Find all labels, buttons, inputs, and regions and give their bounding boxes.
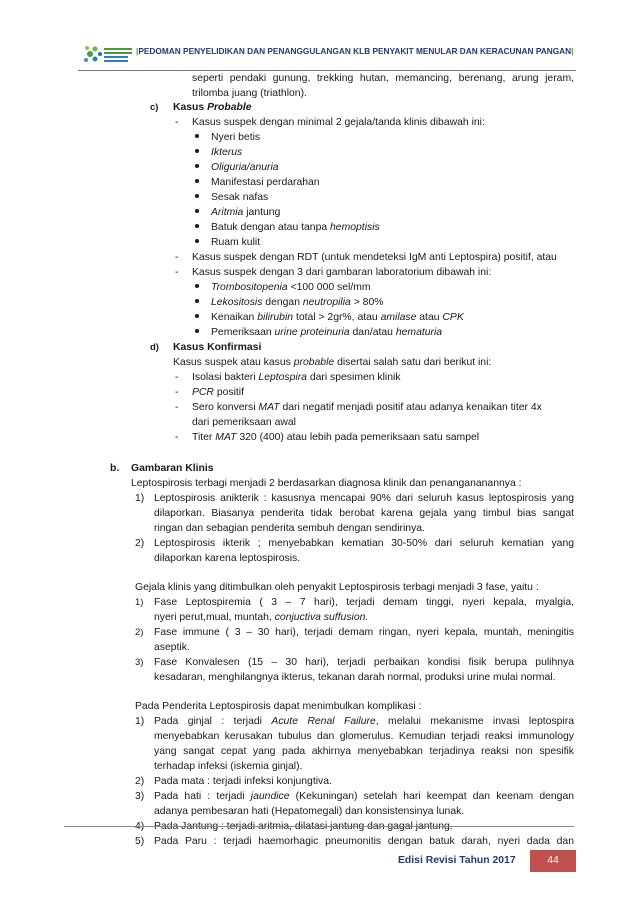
ministry-logo (82, 40, 134, 72)
text-line: Leptospirosis ikterik ; menyebabkan kematian 30-50% dari seluruh kematian yang (154, 538, 574, 549)
list-marker: 5) (135, 836, 145, 847)
dash-marker: - (175, 267, 179, 278)
text-line: seperti pendaki gunung, trekking hutan, memancing, berenang, arung jeram, (192, 73, 574, 84)
text-line: kesadaran, menghilangnya ikterus, tekanan darah normal, produksi urine mulai normal. (154, 672, 556, 683)
list-marker: 2) (135, 538, 145, 549)
bullet-icon (195, 146, 199, 161)
text-line: Kasus suspek dengan minimal 2 gejala/tanda klinis dibawah ini: (192, 117, 485, 128)
bullet-icon (195, 236, 199, 251)
section-heading: Gambaran Klinis (131, 463, 214, 474)
text-line: terhadap infeksi (iskemia ginjal). (154, 761, 303, 772)
section-heading: Kasus Probable (173, 102, 252, 113)
list-item: Nyeri betis (211, 132, 261, 143)
list-item: Manifestasi perdarahan (211, 177, 320, 188)
text-line: dilaporkan. Biasanya penderita tidak berobat karena gejala yang timbul bias sangat (154, 508, 574, 519)
text-line: Pada ginjal : terjadi Acute Renal Failure, melalui mekanisme invasi leptospira (154, 716, 574, 727)
bullet-icon (195, 281, 199, 296)
list-marker: 2) (135, 627, 144, 638)
text-line: Pada Penderita Leptospirosis dapat menimbulkan komplikasi : (135, 701, 422, 712)
text-line: Sero konversi MAT dari negatif menjadi positif atau adanya kenaikan titer 4x (192, 402, 542, 413)
header-title: |PEDOMAN PENYELIDIKAN DAN PENANGGULANGAN KLB PENYAKIT MENULAR DAN KERACUNAN PANGAN| (136, 46, 574, 56)
text-line: dari pemeriksaan awal (192, 417, 296, 428)
list-item: Batuk dengan atau tanpa hemoptisis (211, 222, 380, 233)
bullet-icon (195, 221, 199, 236)
text-line: Kasus suspek dengan RDT (untuk mendeteksi IgM anti Leptospira) positif, atau (192, 252, 557, 263)
list-marker: d) (150, 342, 159, 353)
footer-edition: Edisi Revisi Tahun 2017 (398, 855, 516, 866)
text-line: PCR positif (192, 387, 244, 398)
list-item: Pemeriksaan urine proteinuria dan/atau hematuria (211, 327, 443, 338)
footer-rule (64, 826, 574, 827)
text-line: Pada hati : terjadi jaundice (Kekuningan) setelah hari keempat dan keenam dengan (154, 791, 575, 802)
list-marker: c) (150, 102, 159, 113)
list-item: Kenaikan bilirubin total > 2gr%, atau amilase atau CPK (211, 312, 464, 323)
list-item: Oliguria/anuria (211, 162, 279, 173)
dash-marker: - (175, 432, 179, 443)
list-marker: 1) (135, 716, 145, 727)
text-line: nyeri perut,mual, muntah, conjuctiva suffusion. (154, 612, 369, 623)
text-line: Kasus suspek dengan 3 dari gambaran laboratorium dibawah ini: (192, 267, 492, 278)
list-marker: 3) (135, 791, 145, 802)
text-line: Pada mata : terjadi infeksi konjungtiva. (154, 776, 332, 787)
text-line: Pada Paru : terjadi haemorhagic pneumonitis dengan batuk darah, nyeri dada dan (154, 836, 574, 847)
section-marker: b. (110, 463, 120, 474)
list-marker: 3) (135, 657, 144, 668)
list-marker: 1) (135, 597, 144, 608)
header-rule (78, 70, 576, 71)
bullet-icon (195, 311, 199, 326)
text-line: yang sangat cepat yang pada akhirnya menyebabkan terjadinya reaksi non spesifik (154, 746, 574, 757)
text-line: aseptik. (154, 642, 190, 653)
text-line: adanya pembesaran hati (Hepatomegali) dan konsistensinya lunak. (154, 806, 465, 817)
dash-marker: - (175, 387, 179, 398)
text-line: Fase immune ( 3 – 30 hari), terjadi demam ringan, nyeri kepala, muntah, meningitis (154, 627, 574, 638)
text-line: Fase Leptospiremia ( 3 – 7 hari), terjadi demam tinggi, nyeri kepala, myalgia, (154, 597, 574, 608)
text-line: Titer MAT 320 (400) atau lebih pada pemeriksaan satu sampel (192, 432, 480, 443)
text-line: Gejala klinis yang ditimbulkan oleh penyakit Leptospirosis terbagi menjadi 3 fase, yaitu : (135, 582, 539, 593)
text-line: Leptospirosis terbagi menjadi 2 berdasarkan diagnosa klinik dan penangananannya : (131, 478, 522, 489)
list-item: Lekositosis dengan neutropilia > 80% (211, 297, 384, 308)
bullet-icon (195, 191, 199, 206)
text-line: dilaporkan karena leptospirosis. (154, 553, 301, 564)
dash-marker: - (175, 252, 179, 263)
list-marker: 1) (135, 493, 145, 504)
bullet-icon (195, 176, 199, 191)
text-line: trilomba juang (triathlon). (192, 88, 307, 99)
text-line: menyebabkan kerusakan tubulus dan glomerulus. Kemudian terjadi reaksi immunology (154, 731, 574, 742)
bullet-icon (195, 296, 199, 311)
list-marker (135, 820, 144, 835)
text-line: Isolasi bakteri Leptospira dari spesimen klinik (192, 372, 401, 383)
dash-marker: - (175, 117, 179, 128)
page-header (78, 36, 578, 76)
list-item: Sesak nafas (211, 192, 269, 203)
page-number: 44 (530, 850, 576, 872)
text-line: Kasus suspek atau kasus probable disertai salah satu dari berikut ini: (173, 357, 492, 368)
list-item: Ruam kulit (211, 237, 261, 248)
section-heading: Kasus Konfirmasi (173, 342, 262, 353)
list-marker: 2) (135, 776, 145, 787)
bullet-icon (195, 206, 199, 221)
text-line: Fase Konvalesen (15 – 30 hari), terjadi perbaikan kondisi fisik berupa pulihnya (154, 657, 574, 668)
text-line: ringan dan sebagian penderita sembuh dengan sendirinya. (154, 523, 425, 534)
text-line (154, 820, 453, 835)
list-item: Aritmia jantung (211, 207, 281, 218)
text-line: Leptospirosis anikterik : kasusnya mencapai 90% dari seluruh kasus leptospirosis yang (154, 493, 574, 504)
bullet-icon (195, 161, 199, 176)
list-item: Trombositopenia <100 000 sel/mm (211, 282, 371, 293)
dash-marker: - (175, 402, 179, 413)
bullet-icon (195, 326, 199, 341)
list-item: Ikterus (211, 147, 243, 158)
bullet-icon (195, 131, 199, 146)
dash-marker: - (175, 372, 179, 383)
